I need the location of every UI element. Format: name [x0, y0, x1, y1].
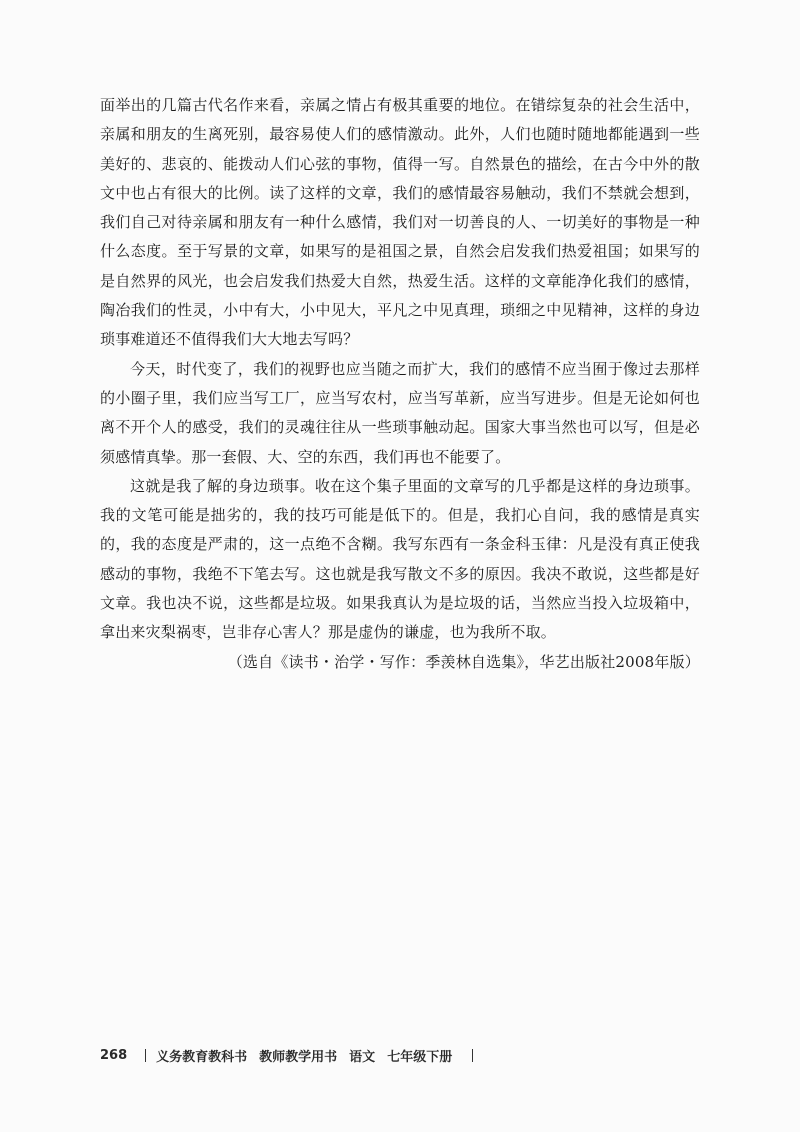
paragraph-1: 面举出的几篇古代名作来看，亲属之情占有极其重要的地位。在错综复杂的社会生活中，亲属和朋友的生离死别，最容易使人们的感情激动。此外，人们也随时随地都能遇到一些美好的、悲哀的、能拨动人们心弦的事物，值得一写。自然景色的描绘，在古今中外的散文中也占有很大的比例。读了这样的文章，我们的感情最容易触动，我们不禁就会想到，我们自己对待亲属和朋友有一种什么感情，我们对一切善良的人、一切美好的事物是一种什么态度。至于写景的文章，如果写的是祖国之景，自然会启发我们热爱祖国；如果写的是自然界的风光，也会启发我们热爱大自然，热爱生活。这样的文章能净化我们的感情，陶冶我们的性灵，小中有大，小中见大，平凡之中见真理，琐细之中见精神，这样的身边琐事难道还不值得我们大大地去写吗？	[100, 96, 700, 349]
page-number: 268	[100, 1047, 128, 1063]
paragraph-3: 这就是我了解的身边琐事。收在这个集子里面的文章写的几乎都是这样的身边琐事。我的文笔可能是拙劣的，我的技巧可能是低下的。但是，我扪心自问，我的感情是真实的，我的态度是严肃的，这一点绝不含糊。我写东西有一条金科玉律：凡是没有真正使我感动的事物，我绝不下笔去写。这也就是我写散文不多的原因。我决不敢说，这些都是好文章。我也决不说，这些都是垃圾。如果我真认为是垃圾的话，当然应当投入垃圾箱中，拿出来灾梨祸枣，岂非存心害人？那是虚伪的谦虚，也为我所不取。	[100, 476, 700, 642]
paragraph-2: 今天，时代变了，我们的视野也应当随之而扩大，我们的感情不应当囿于像过去那样的小圈子里，我们应当写工厂，应当写农村，应当写革新，应当写进步。但是无论如何也离不开个人的感受，我们的灵魂往往从一些琐事触动起。国家大事当然也可以写，但是必须感情真挚。那一套假、大、空的东西，我们再也不能要了。	[100, 359, 700, 466]
page-footer	[100, 1044, 473, 1066]
body-text	[100, 91, 700, 677]
source-citation: （选自《读书・治学・写作：季羡林自选集》，华艺出版社2008年版）	[227, 652, 700, 671]
footer-separator	[145, 1049, 146, 1062]
footer-series: 义务教育教科书	[156, 1049, 248, 1065]
footer-subject: 语文	[349, 1049, 376, 1065]
footer-book-type: 教师教学用书	[259, 1049, 338, 1065]
footer-separator-end	[472, 1049, 473, 1062]
footer-grade: 七年级下册	[387, 1049, 453, 1065]
